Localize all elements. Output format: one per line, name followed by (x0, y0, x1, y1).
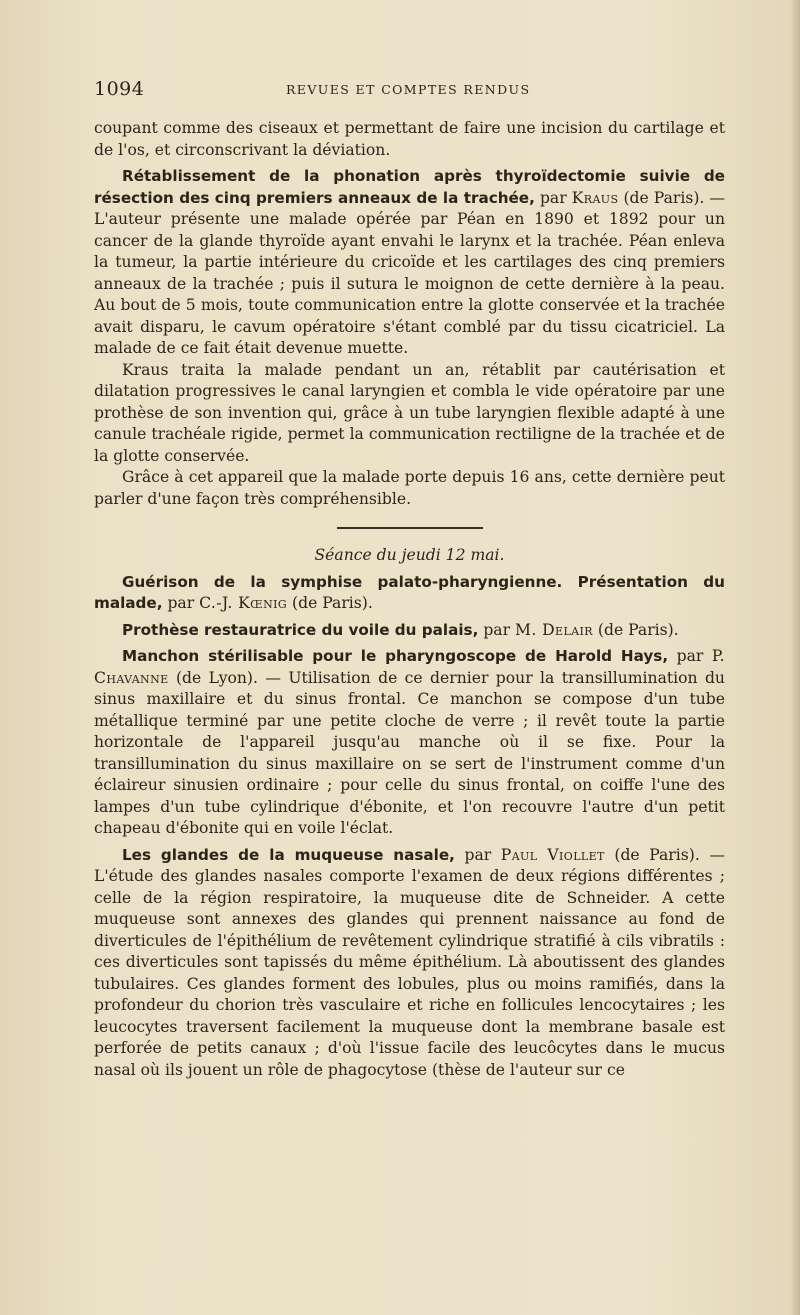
entry-author: M. Delair (515, 620, 593, 639)
article-body (94, 118, 725, 1081)
entry-by: par (676, 647, 704, 665)
continuation-paragraph: coupant comme des ciseaux et permettant de faire une incision du cartilage et de l'os, et circonscrivant la déviation. (94, 119, 725, 159)
entry-paragraph: Kraus traita la malade pendant un an, rétablit par cautérisation et dilatation progressives le canal laryngien et combla le vide opératoire par une prothèse de son invention qui, grâce à un tube laryngien flexible adapté à une canule trachéale rigide, permet la communication rectiligne de la trachée et de la glotte conservée. (94, 360, 725, 465)
entry-by: par (539, 188, 567, 207)
entry-paragraph: Grâce à cet appareil que la malade porte depuis 16 ans, cette dernière peut parler d'une façon très compréhensible. (94, 468, 725, 508)
entry-by: par (464, 845, 492, 864)
section-divider (337, 527, 483, 529)
entry-place: (de Paris). (597, 620, 679, 639)
entry-by: par (483, 620, 511, 639)
entry-text: — L'auteur présente une malade opérée par Péan en 1890 et 1892 pour un cancer de la glande thyroïde ayant envahi le larynx et la trachée. Péan enleva la tumeur, la partie intérieure du cricoïde et les cartilages des cinq premiers anneaux de la trachée ; puis il sutura le moignon de cette dernière à la peau. Au bout de 5 mois, toute communication entre la glotte conservée et la trachée avait disparu, le cavum opératoire s'étant comblé par du tissu cicatriciel. La malade de ce fait était devenue muette. (94, 188, 725, 357)
entry-text: — L'étude des glandes nasales comporte l'examen de deux régions différentes ; celle de la région respiratoire, la muqueuse dite de Schneider. A cette muqueuse sont annexes des glandes qui prennent naissance au fond de diverticules de l'épithélium de revêtement cylindrique stratifié à cils vibratils : ces diverticules sont tapissés du même épithélium. Là aboutissent des glandes tubulaires. Ces glandes forment des lobules, plus ou moins ramifiés, dans la profondeur du chorion très vasculaire et riche en follicules lencocytaires ; les leucocytes traversent facilement la muqueuse dont la membrane basale est perforée de petits canaux ; d'où l'issue facile des leucôcytes dans le mucus nasal où ils jouent un rôle de phagocytose (thèse de l'auteur sur ce (94, 845, 725, 1079)
entry-symphise (94, 572, 725, 615)
entry-prothese (94, 620, 725, 642)
entry-glandes (94, 845, 725, 1082)
entry-place: (de Paris). (292, 594, 373, 612)
entry-place: (de Lyon). (175, 668, 258, 687)
entry-thyroidectomie (94, 166, 725, 360)
page-number: 1094 (94, 78, 145, 100)
entry-place: (de Paris). (623, 188, 705, 207)
entry-author: C.-J. Kœnig (199, 594, 288, 612)
entry-title: Prothèse restauratrice du voile du palais, (122, 620, 479, 639)
entry-author: Kraus (571, 188, 619, 207)
entry-title: Rétablissement de la phonation après thyroïdectomie suivie de résection des cinq premiers anneaux de la trachée, (94, 167, 725, 207)
entry-title: Manchon stérilisable pour le pharyngoscope de Harold Hays, (122, 647, 669, 665)
page-edge-shadow (790, 0, 800, 1315)
entry-author: Paul Viollet (500, 845, 605, 864)
entry-place: (de Paris). (614, 845, 700, 864)
entry-text: — Utilisation de ce dernier pour la transillumination du sinus maxillaire et du sinus frontal. Ce manchon se compose d'un tube métallique terminé par une petite cloche de verre ; il revêt toute la partie horizontale de l'appareil jusqu'au manche où il se fixe. Pour la transillumination du sinus maxillaire on se sert de l'instrument comme d'un éclaireur sinusien ordinaire ; pour celle du sinus frontal, on coiffe l'une des lampes d'un tube cylindrique d'ébonite, et l'on recouvre l'autre d'un petit chapeau d'ébonite qui en voile l'éclat. (94, 668, 725, 837)
page-header (94, 78, 734, 100)
seance-heading: Séance du jeudi 12 mai. (314, 546, 505, 564)
entry-title: Guérison de la symphise palato-pharyngienne. Présentation du malade, (94, 572, 725, 612)
entry-by: par (167, 594, 195, 612)
entry-manchon (94, 646, 725, 840)
entry-title: Les glandes de la muqueuse nasale, (122, 845, 455, 864)
running-head: REVUES ET COMPTES RENDUS (286, 82, 531, 97)
entry-author: P. Chavanne (94, 647, 725, 687)
